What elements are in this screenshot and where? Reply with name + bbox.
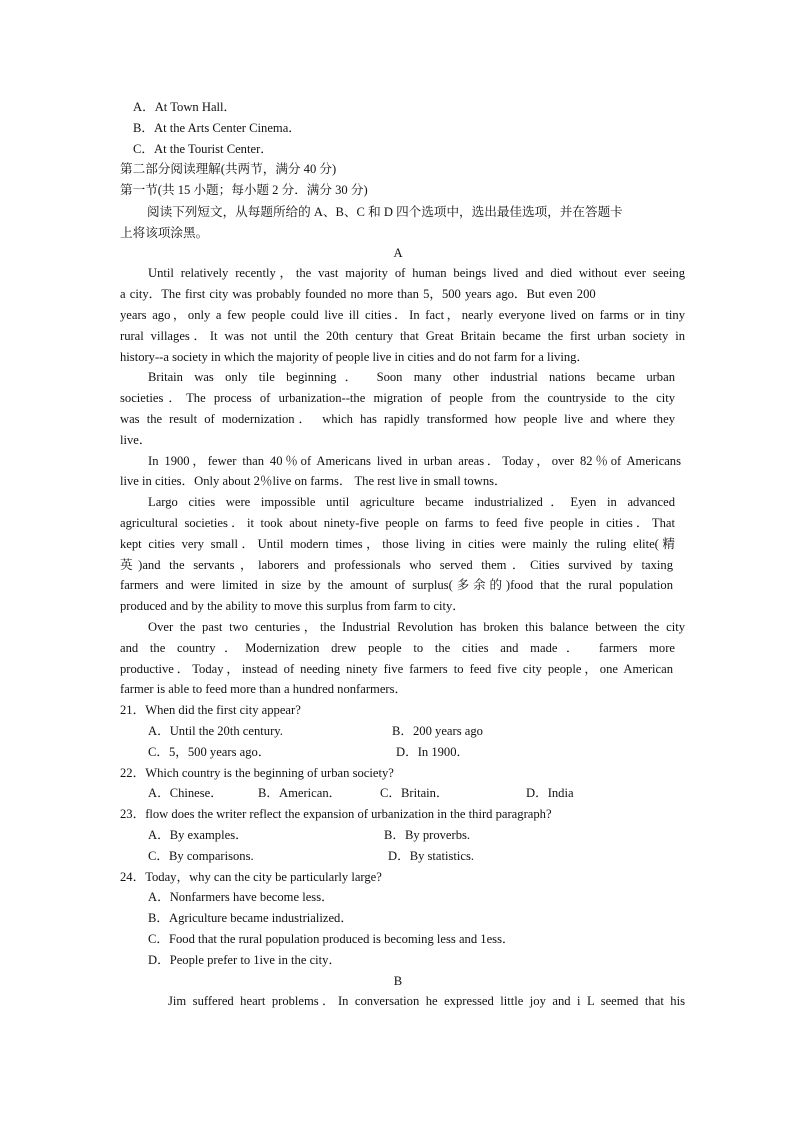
option-text: A．At Town Hall． <box>133 100 237 114</box>
passage-line: Britain was only tile beginning． Soon many other industrial nations became urban <box>148 370 675 384</box>
answer-option: B．200 years ago <box>392 724 483 738</box>
answer-option: C．By comparisons. <box>148 849 254 863</box>
answer-option: B．Agriculture became industrialized． <box>148 911 353 925</box>
passage-line: years ago，only a few people could live ill cities．In fact，nearly everyone lived on farms or in tiny <box>120 308 685 322</box>
answer-option: C．Food that the rural population produced is becoming less and 1ess． <box>148 932 515 946</box>
passage-line: rural villages．It was not until the 20th century that Great Britain became the first urban society in <box>120 329 685 343</box>
answer-option: D．In 1900． <box>396 745 470 759</box>
passage-line: Until relatively recently，the vast majority of human beings lived and died without ever seeing <box>148 266 685 280</box>
option-text: B．At the Arts Center Cinema． <box>133 121 301 135</box>
passage-label: A <box>393 246 403 260</box>
passage-line: Largo cities were impossible until agriculture became industrialized．Eyen in advanced <box>148 495 675 509</box>
answer-option: D．People prefer to 1ive in the city． <box>148 953 342 967</box>
passage-line: and the country．Modernization drew people to the cities and made． farmers more <box>120 641 675 655</box>
answer-option: A．Until the 20th century. <box>148 724 283 738</box>
answer-option: B．By proverbs. <box>384 828 471 842</box>
answer-option: C．Britain． <box>380 786 449 800</box>
passage-line: kept cities very small．Until modern times，those living in cities were mainly the ruling elite(精 <box>120 537 675 551</box>
passage-line: live in cities．Only about 2％live on farms． The rest live in small towns． <box>120 474 507 488</box>
passage-line: live． <box>120 433 152 447</box>
section-title: 第二部分阅读理解(共两节，满分 40 分) <box>120 162 337 176</box>
passage-line: Jim suffered heart problems．In conversation he expressed little joy and i L seemed that his <box>168 994 685 1008</box>
instructions-line: 上将该项涂黑。 <box>120 226 209 240</box>
answer-option: C．5，500 years ago． <box>148 745 271 759</box>
answer-option: D．By statistics. <box>388 849 475 863</box>
passage-line: agricultural societies．it took about ninety-five people on farms to feed five people in cities．That <box>120 516 675 530</box>
passage-label: B <box>393 974 403 988</box>
passage-line: Over the past two centuries，the Industrial Revolution has broken this balance between the city <box>148 620 685 634</box>
answer-option: A．Nonfarmers have become less． <box>148 890 334 904</box>
subsection-title: 第一节(共 15 小题；每小题 2 分．满分 30 分) <box>120 183 368 197</box>
passage-line: 英)and the servants，laborers and professionals who served them．Cities survived by taxing <box>120 558 673 572</box>
question-stem: 24．Today，why can the city be particularly large? <box>120 870 382 884</box>
question-stem: 23．flow does the writer reflect the expansion of urbanization in the third paragraph? <box>120 807 552 821</box>
passage-line: farmers and were limited in size by the amount of surplus(多余的)food that the rural population <box>120 578 673 592</box>
passage-line: societies．The process of urbanization--the migration of people from the countryside to the city <box>120 391 675 405</box>
instructions-line: 阅读下列短文，从每题所给的 A、B、C 和 D 四个选项中，选出最佳选项，并在答题卡 <box>147 205 623 219</box>
passage-line: productive．Today，instead of needing ninety five farmers to feed five city people，one American <box>120 662 673 676</box>
passage-line: history--a society in which the majority of people live in cities and do not farm for a living． <box>120 350 590 364</box>
passage-line: produced and by the ability to move this surplus from farm to city． <box>120 599 465 613</box>
answer-option: D．India <box>526 786 574 800</box>
answer-option: A．By examples． <box>148 828 248 842</box>
passage-line: a city．The first city was probably founded no more than 5，500 years ago．But even 200 <box>120 287 596 301</box>
question-stem: 21．When did the first city appear? <box>120 703 301 717</box>
question-stem: 22．Which country is the beginning of urban society? <box>120 766 394 780</box>
passage-line: In 1900，fewer than 40％of Americans lived in urban areas．Today，over 82％of Americans <box>148 454 681 468</box>
answer-option: B．American． <box>258 786 342 800</box>
passage-line: farmer is able to feed more than a hundred nonfarmers． <box>120 682 408 696</box>
answer-option: A．Chinese． <box>148 786 223 800</box>
option-text: C．At the Tourist Center． <box>133 142 273 156</box>
passage-line: was the result of modernization． which has rapidly transformed how people live and where they <box>120 412 675 426</box>
